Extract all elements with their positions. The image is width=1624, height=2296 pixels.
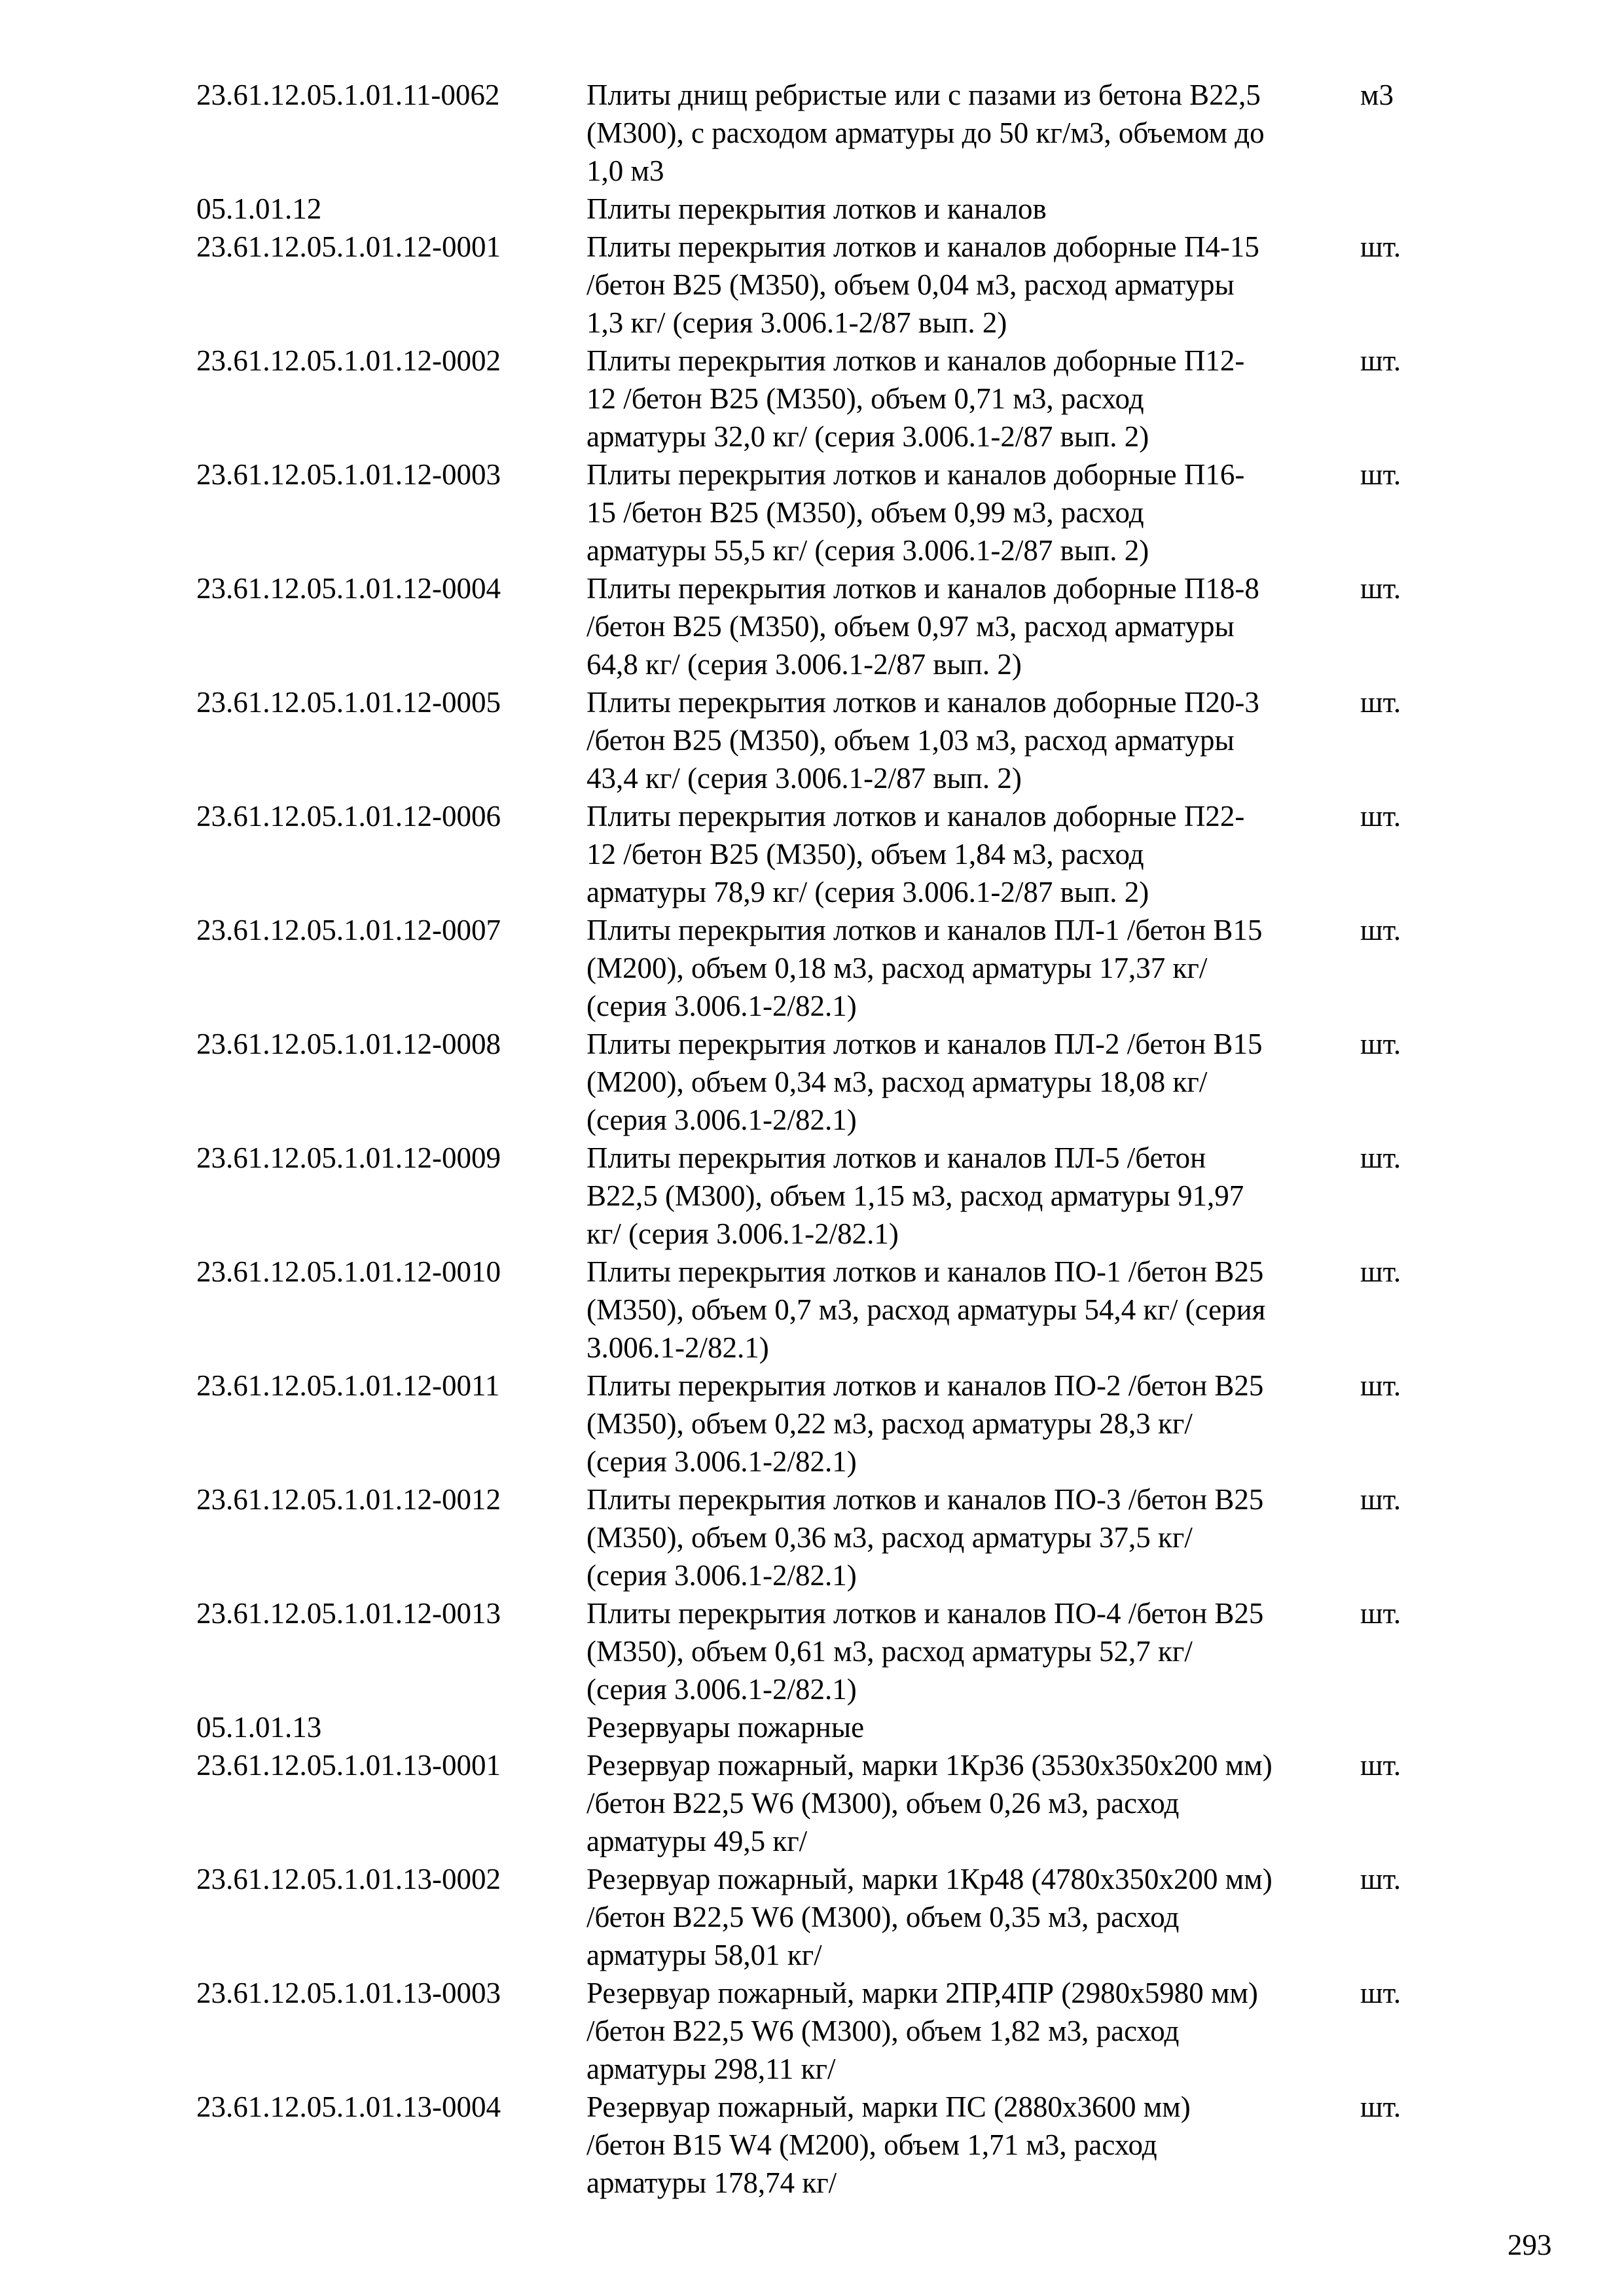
resource-name: Плиты перекрытия лотков и каналов ПО-4 /бетон В25 (М350), объем 0,61 м3, расход арматуры 52,7 кг/ (серия 3.006.1-2/82.1): [586, 1597, 1264, 1706]
resource-code: 23.61.12.05.1.01.12-0009: [196, 1141, 501, 1174]
resource-unit: шт.: [1360, 914, 1401, 946]
resource-code: 23.61.12.05.1.01.13-0001: [196, 1749, 501, 1782]
resource-unit: шт.: [1360, 458, 1401, 491]
resource-name: Плиты перекрытия лотков и каналов доборные П12- 12 /бетон В25 (М350), объем 0,71 м3, расход арматуры 32,0 кг/ (серия 3.006.1-2/87 вып. 2): [586, 344, 1245, 453]
resource-unit: шт.: [1360, 1749, 1401, 1782]
resource-code: 23.61.12.05.1.01.12-0004: [196, 572, 501, 605]
resource-table: [196, 76, 1440, 2202]
table-row: [196, 76, 1440, 190]
resource-unit: шт.: [1360, 800, 1401, 833]
resource-name: Плиты перекрытия лотков и каналов ПО-3 /бетон В25 (М350), объем 0,36 м3, расход арматуры 37,5 кг/ (серия 3.006.1-2/82.1): [586, 1483, 1264, 1592]
resource-code: 23.61.12.05.1.01.13-0002: [196, 1863, 501, 1895]
resource-code: 23.61.12.05.1.01.11-0062: [196, 79, 500, 111]
page-number: 293: [1507, 2229, 1552, 2261]
section-code: 05.1.01.12: [196, 192, 322, 225]
resource-name: Резервуар пожарный, марки 1Кр36 (3530х350х200 мм) /бетон В22,5 W6 (М300), объем 0,26 м3, расход арматуры 49,5 кг/: [586, 1749, 1272, 1857]
table-row: [196, 1367, 1440, 1480]
resource-unit: шт.: [1360, 1141, 1401, 1174]
section-code: 05.1.01.13: [196, 1711, 322, 1744]
table-row: [196, 1025, 1440, 1139]
resource-unit: м3: [1360, 79, 1394, 111]
resource-name: Плиты перекрытия лотков и каналов доборные П20-3 /бетон В25 (М350), объем 1,03 м3, расход арматуры 43,4 кг/ (серия 3.006.1-2/87 вып. 2): [586, 686, 1259, 795]
resource-name: Плиты перекрытия лотков и каналов доборные П4-15 /бетон В25 (М350), объем 0,04 м3, расход арматуры 1,3 кг/ (серия 3.006.1-2/87 вып. 2): [586, 230, 1259, 339]
table-row: [196, 1860, 1440, 1974]
resource-code: 23.61.12.05.1.01.12-0001: [196, 230, 501, 263]
resource-unit: шт.: [1360, 1369, 1401, 1402]
table-row: [196, 569, 1440, 683]
resource-name: Плиты перекрытия лотков и каналов доборные П18-8 /бетон В25 (М350), объем 0,97 м3, расход арматуры 64,8 кг/ (серия 3.006.1-2/87 вып. 2): [586, 572, 1259, 681]
resource-unit: шт.: [1360, 1597, 1401, 1630]
resource-name: Плиты перекрытия лотков и каналов ПЛ-2 /бетон В15 (М200), объем 0,34 м3, расход арматуры 18,08 кг/ (серия 3.006.1-2/82.1): [586, 1028, 1263, 1136]
section-row: [196, 1708, 1440, 1746]
resource-code: 23.61.12.05.1.01.12-0008: [196, 1028, 501, 1060]
table-row: [196, 797, 1440, 911]
resource-unit: шт.: [1360, 1863, 1401, 1895]
resource-code: 23.61.12.05.1.01.12-0005: [196, 686, 501, 719]
table-row: [196, 1746, 1440, 1860]
table-row: [196, 456, 1440, 569]
resource-code: 23.61.12.05.1.01.12-0012: [196, 1483, 501, 1516]
resource-unit: шт.: [1360, 230, 1401, 263]
resource-name: Плиты перекрытия лотков и каналов ПО-2 /бетон В25 (М350), объем 0,22 м3, расход арматуры 28,3 кг/ (серия 3.006.1-2/82.1): [586, 1369, 1264, 1478]
table-row: [196, 1139, 1440, 1253]
resource-code: 23.61.12.05.1.01.12-0006: [196, 800, 501, 833]
table-row: [196, 683, 1440, 797]
resource-code: 23.61.12.05.1.01.13-0004: [196, 2090, 501, 2123]
section-row: [196, 190, 1440, 228]
resource-unit: шт.: [1360, 686, 1401, 719]
resource-unit: шт.: [1360, 1483, 1401, 1516]
resource-name: Плиты днищ ребристые или с пазами из бетона В22,5 (М300), с расходом арматуры до 50 кг/м3, объемом до 1,0 м3: [586, 79, 1265, 187]
resource-code: 23.61.12.05.1.01.12-0007: [196, 914, 501, 946]
resource-unit: шт.: [1360, 572, 1401, 605]
resource-unit: шт.: [1360, 344, 1401, 377]
section-title: Резервуары пожарные: [586, 1711, 865, 1744]
table-row: [196, 1594, 1440, 1708]
resource-unit: шт.: [1360, 1977, 1401, 2009]
resource-code: 23.61.12.05.1.01.12-0003: [196, 458, 501, 491]
resource-code: 23.61.12.05.1.01.12-0013: [196, 1597, 501, 1630]
table-row: [196, 2088, 1440, 2202]
section-title: Плиты перекрытия лотков и каналов: [586, 192, 1047, 225]
resource-name: Резервуар пожарный, марки 2ПР,4ПР (2980х5980 мм) /бетон В22,5 W6 (М300), объем 1,82 м3, расход арматуры 298,11 кг/: [586, 1977, 1258, 2085]
resource-code: 23.61.12.05.1.01.12-0002: [196, 344, 501, 377]
resource-code: 23.61.12.05.1.01.13-0003: [196, 1977, 501, 2009]
resource-unit: шт.: [1360, 2090, 1401, 2123]
table-row: [196, 228, 1440, 342]
table-row: [196, 911, 1440, 1025]
resource-unit: шт.: [1360, 1255, 1401, 1288]
resource-name: Плиты перекрытия лотков и каналов ПЛ-1 /бетон В15 (М200), объем 0,18 м3, расход арматуры 17,37 кг/ (серия 3.006.1-2/82.1): [586, 914, 1263, 1022]
resource-code: 23.61.12.05.1.01.12-0010: [196, 1255, 501, 1288]
resource-name: Плиты перекрытия лотков и каналов доборные П16- 15 /бетон В25 (М350), объем 0,99 м3, расход арматуры 55,5 кг/ (серия 3.006.1-2/87 вып. 2): [586, 458, 1245, 567]
resource-unit: шт.: [1360, 1028, 1401, 1060]
resource-name: Резервуар пожарный, марки 1Кр48 (4780х350х200 мм) /бетон В22,5 W6 (М300), объем 0,35 м3, расход арматуры 58,01 кг/: [586, 1863, 1272, 1971]
table-row: [196, 342, 1440, 456]
table-row: [196, 1253, 1440, 1367]
resource-name: Плиты перекрытия лотков и каналов ПО-1 /бетон В25 (М350), объем 0,7 м3, расход арматуры 54,4 кг/ (серия 3.006.1-2/82.1): [586, 1255, 1266, 1364]
table-row: [196, 1480, 1440, 1594]
table-row: [196, 1974, 1440, 2088]
resource-name: Плиты перекрытия лотков и каналов ПЛ-5 /бетон В22,5 (М300), объем 1,15 м3, расход арматуры 91,97 кг/ (серия 3.006.1-2/82.1): [586, 1141, 1244, 1250]
resource-code: 23.61.12.05.1.01.12-0011: [196, 1369, 500, 1402]
resource-name: Плиты перекрытия лотков и каналов доборные П22- 12 /бетон В25 (М350), объем 1,84 м3, расход арматуры 78,9 кг/ (серия 3.006.1-2/87 вып. 2): [586, 800, 1245, 908]
resource-name: Резервуар пожарный, марки ПС (2880х3600 мм) /бетон В15 W4 (М200), объем 1,71 м3, расход арматуры 178,74 кг/: [586, 2090, 1191, 2199]
